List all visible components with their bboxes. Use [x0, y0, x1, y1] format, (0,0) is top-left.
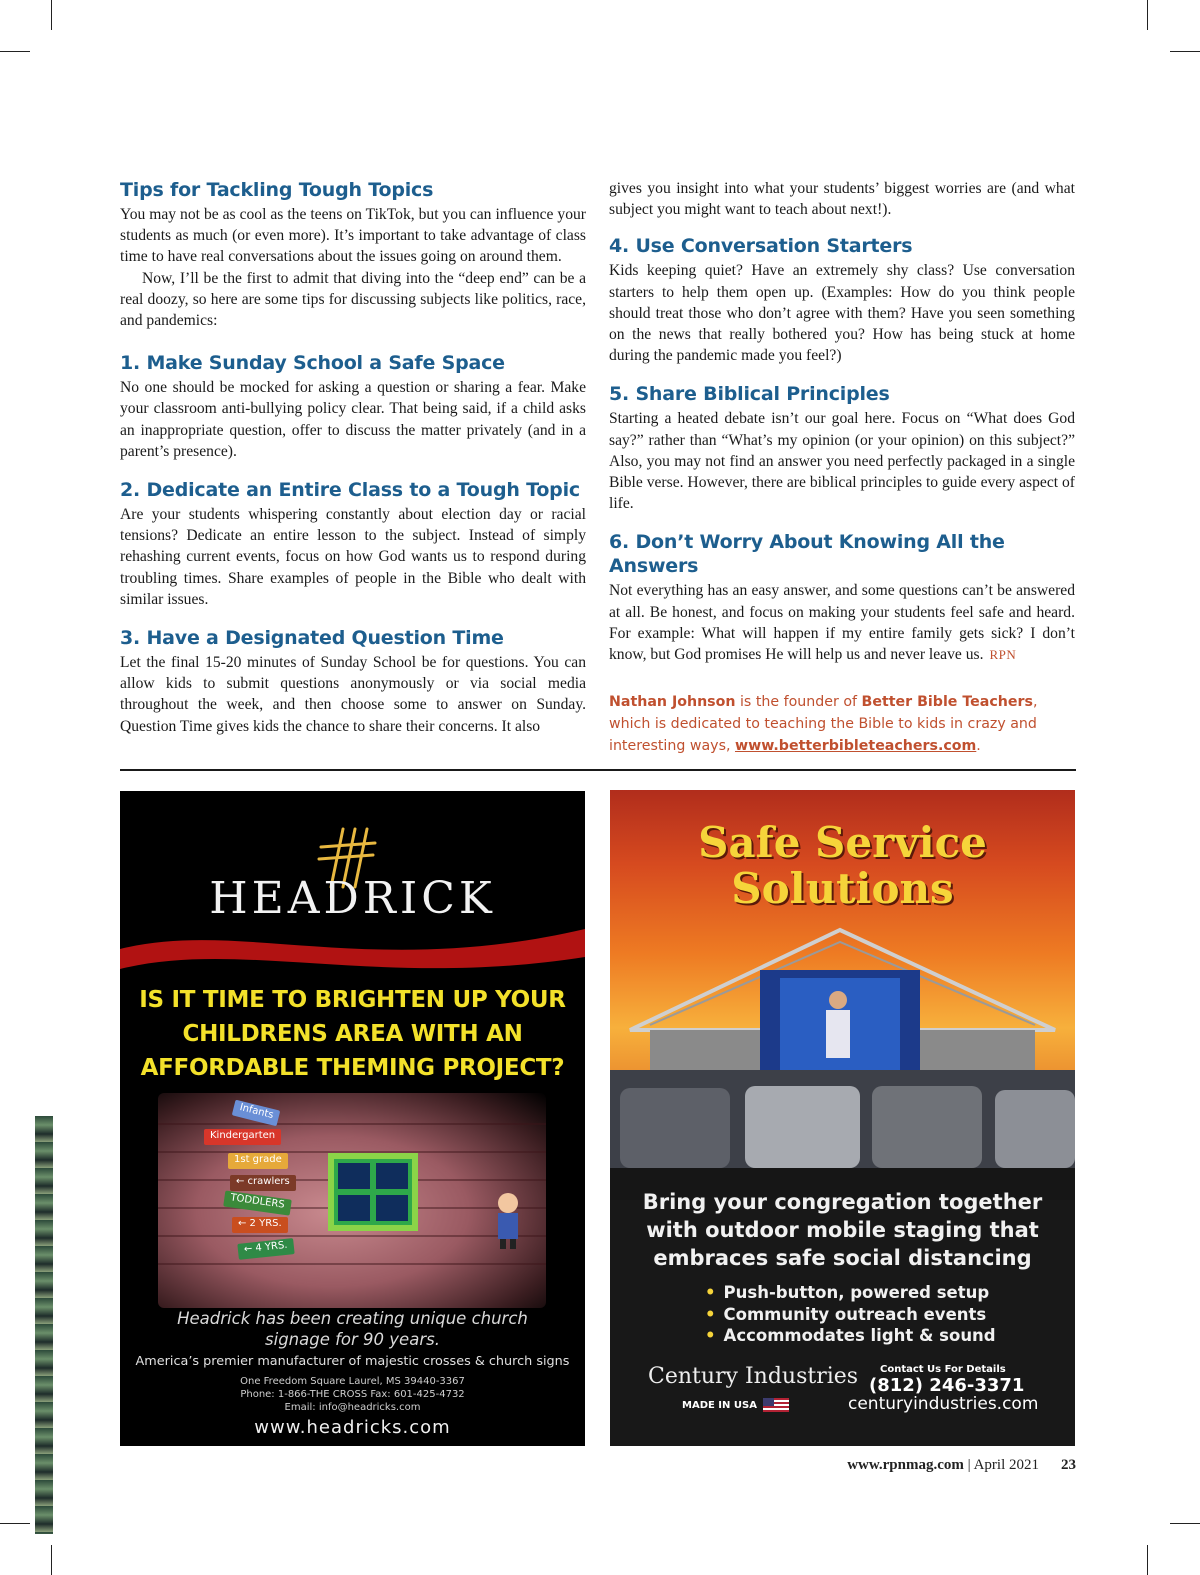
page-number: 23	[1061, 1457, 1076, 1473]
headrick-photo	[158, 1093, 546, 1308]
crop-mark	[0, 51, 30, 52]
section-divider	[120, 769, 1076, 771]
sign-crawlers: ← crawlers	[230, 1175, 296, 1191]
mobile-stage-photo	[610, 920, 1075, 1200]
headrick-brand: HEADRICK	[209, 873, 496, 924]
author-bio: Nathan Johnson is the founder of Better Bible Teachers, which is dedicated to teaching the Bible to kids in crazy and interesting ways, www.betterbibleteachers.com.	[609, 694, 1038, 755]
tip-4-text: Kids keeping quiet? Have an extremely shy class? Use conversation starters to help them open up. (Examples: How do you think people should treat those who don’t agree with them? Have you seen something on the news that really bothered you? How has being stuck at home during the pandemic made you feel?)	[609, 262, 1075, 365]
footer-date: April 2021	[973, 1457, 1039, 1473]
article-right-column	[609, 178, 1075, 757]
intro-paragraph-2: Now, I’ll be the first to admit that diving into the “deep end” can be a real doozy, so here are some tips for discussing subjects like politics, race, and pandemics:	[120, 269, 586, 330]
sign-four-years: ← 4 YRS.	[237, 1238, 294, 1260]
us-flag-icon	[763, 1398, 789, 1412]
century-ad[interactable]	[610, 790, 1075, 1446]
crop-mark	[51, 1545, 52, 1575]
feature-item: • Accommodates light & sound	[705, 1325, 1045, 1347]
tip-5-heading: 5. Share Biblical Principles	[609, 383, 890, 406]
crop-mark	[0, 1523, 30, 1524]
century-brand-logo: Century Industries	[648, 1364, 859, 1389]
crop-mark	[1170, 1523, 1200, 1524]
tip-4-heading: 4. Use Conversation Starters	[609, 235, 913, 258]
headrick-phone: Phone: 1-866-THE CROSS Fax: 601-425-4732	[240, 1389, 465, 1400]
sign-infants: Infants	[232, 1100, 281, 1127]
century-phone[interactable]: (812) 246-3371	[869, 1375, 1025, 1396]
century-website[interactable]: centuryindustries.com	[848, 1394, 1039, 1414]
tip-3-continuation: gives you insight into what your students’ biggest worries are (and what subject you might want to teach about next!).	[609, 180, 1075, 219]
crop-mark	[1147, 0, 1148, 30]
sign-two-years: ← 2 YRS.	[232, 1217, 288, 1233]
tip-2-heading: 2. Dedicate an Entire Class to a Tough Topic	[120, 479, 580, 502]
rpn-end-mark: RPN	[989, 647, 1017, 663]
tip-3-text: Let the final 15-20 minutes of Sunday School be for questions. You can allow kids to submit questions anonymously or via social media throughout the week, and then choose some to answer on Sunday. Question Time gives kids the chance to share their concerns. It also	[120, 654, 586, 735]
headrick-red-wave	[120, 909, 585, 979]
footer-site[interactable]: www.rpnmag.com	[847, 1457, 964, 1473]
headrick-address: One Freedom Square Laurel, MS 39440-3367	[240, 1376, 465, 1387]
cartoon-figure-icon	[488, 1191, 528, 1251]
cartoon-window	[328, 1153, 418, 1231]
side-photo-strip	[35, 1116, 53, 1534]
tip-6-text	[609, 580, 1075, 665]
crop-mark	[1170, 51, 1200, 52]
tip-1-text: No one should be mocked for asking a question or sharing a fear. Make your classroom anti-bullying policy clear. That being said, if a child asks an inappropriate question, offer to discuss the matter privately (and in a parent’s presence).	[120, 379, 586, 460]
headrick-subheadline: Headrick has been creating unique church signage for 90 years.	[177, 1309, 528, 1349]
century-contact-label: Contact Us For Details	[880, 1364, 1006, 1375]
intro-heading: Tips for Tackling Tough Topics	[120, 179, 434, 201]
made-in-usa-label: MADE IN USA	[682, 1400, 757, 1411]
headrick-ad[interactable]	[120, 791, 585, 1446]
tip-6-heading: 6. Don’t Worry About Knowing All the Answers	[609, 531, 1005, 578]
article-left-column	[120, 178, 586, 737]
sign-toddlers: TODDLERS	[223, 1190, 291, 1215]
headrick-email[interactable]: Email: info@headricks.com	[284, 1402, 421, 1413]
tip-5-text: Starting a heated debate isn’t our goal here. Focus on “What does God say?” rather than “What’s my opinion (or your opinion) on this subject?” Also, you may not find an answer you need perfectly packaged in a single Bible verse. However, there are biblical principles to guide every aspect of life.	[609, 410, 1075, 513]
headrick-headline: IS IT TIME TO BRIGHTEN UP YOUR CHILDRENS AREA WITH AN AFFORDABLE THEMING PROJECT?	[139, 987, 566, 1081]
feature-item: • Community outreach events	[705, 1304, 1045, 1326]
century-title: Safe Service Solutions	[698, 818, 987, 913]
headrick-website[interactable]: www.headricks.com	[254, 1417, 451, 1438]
tip-3-heading: 3. Have a Designated Question Time	[120, 627, 504, 650]
author-website-link[interactable]: www.betterbibleteachers.com	[734, 738, 977, 755]
tip-1-heading: 1. Make Sunday School a Safe Space	[120, 352, 505, 375]
century-feature-list	[705, 1282, 1045, 1347]
tip-6-body: Not everything has an easy answer, and some questions can’t be answered at all. Be honest, and focus on making your students feel safe and heard. For example: What will happen if my entire family gets sick? I don’t know, but God promises He will help us and never leave us.	[609, 582, 1075, 664]
author-name: Nathan Johnson	[609, 694, 736, 711]
tip-2-text: Are your students whispering constantly about election day or racial tensions? Dedicate an entire lesson to the subject. Instead of simply rehashing current events, focus on how God wants us to respond during troubling times. Share examples of people in the Bible who dealt with similar issues.	[120, 506, 586, 608]
sign-kindergarten: Kindergarten	[204, 1129, 281, 1145]
sign-first-grade: 1st grade	[228, 1153, 288, 1169]
crop-mark	[1147, 1545, 1148, 1575]
intro-paragraph: You may not be as cool as the teens on TikTok, but you can influence your students as much (or even more). It’s important to take advantage of class time to have real conversations about the issues going on around them.	[120, 206, 586, 266]
headrick-contact	[120, 1375, 585, 1414]
century-body: Bring your congregation together with outdoor mobile staging that embraces safe social distancing	[642, 1190, 1043, 1270]
crop-mark	[51, 0, 52, 30]
headrick-tagline: America’s premier manufacturer of majestic crosses & church signs	[135, 1354, 570, 1369]
feature-item: • Push-button, powered setup	[705, 1282, 1045, 1304]
author-org: Better Bible Teachers	[861, 694, 1033, 711]
page-footer: www.rpnmag.com | April 2021 23	[847, 1457, 1076, 1473]
